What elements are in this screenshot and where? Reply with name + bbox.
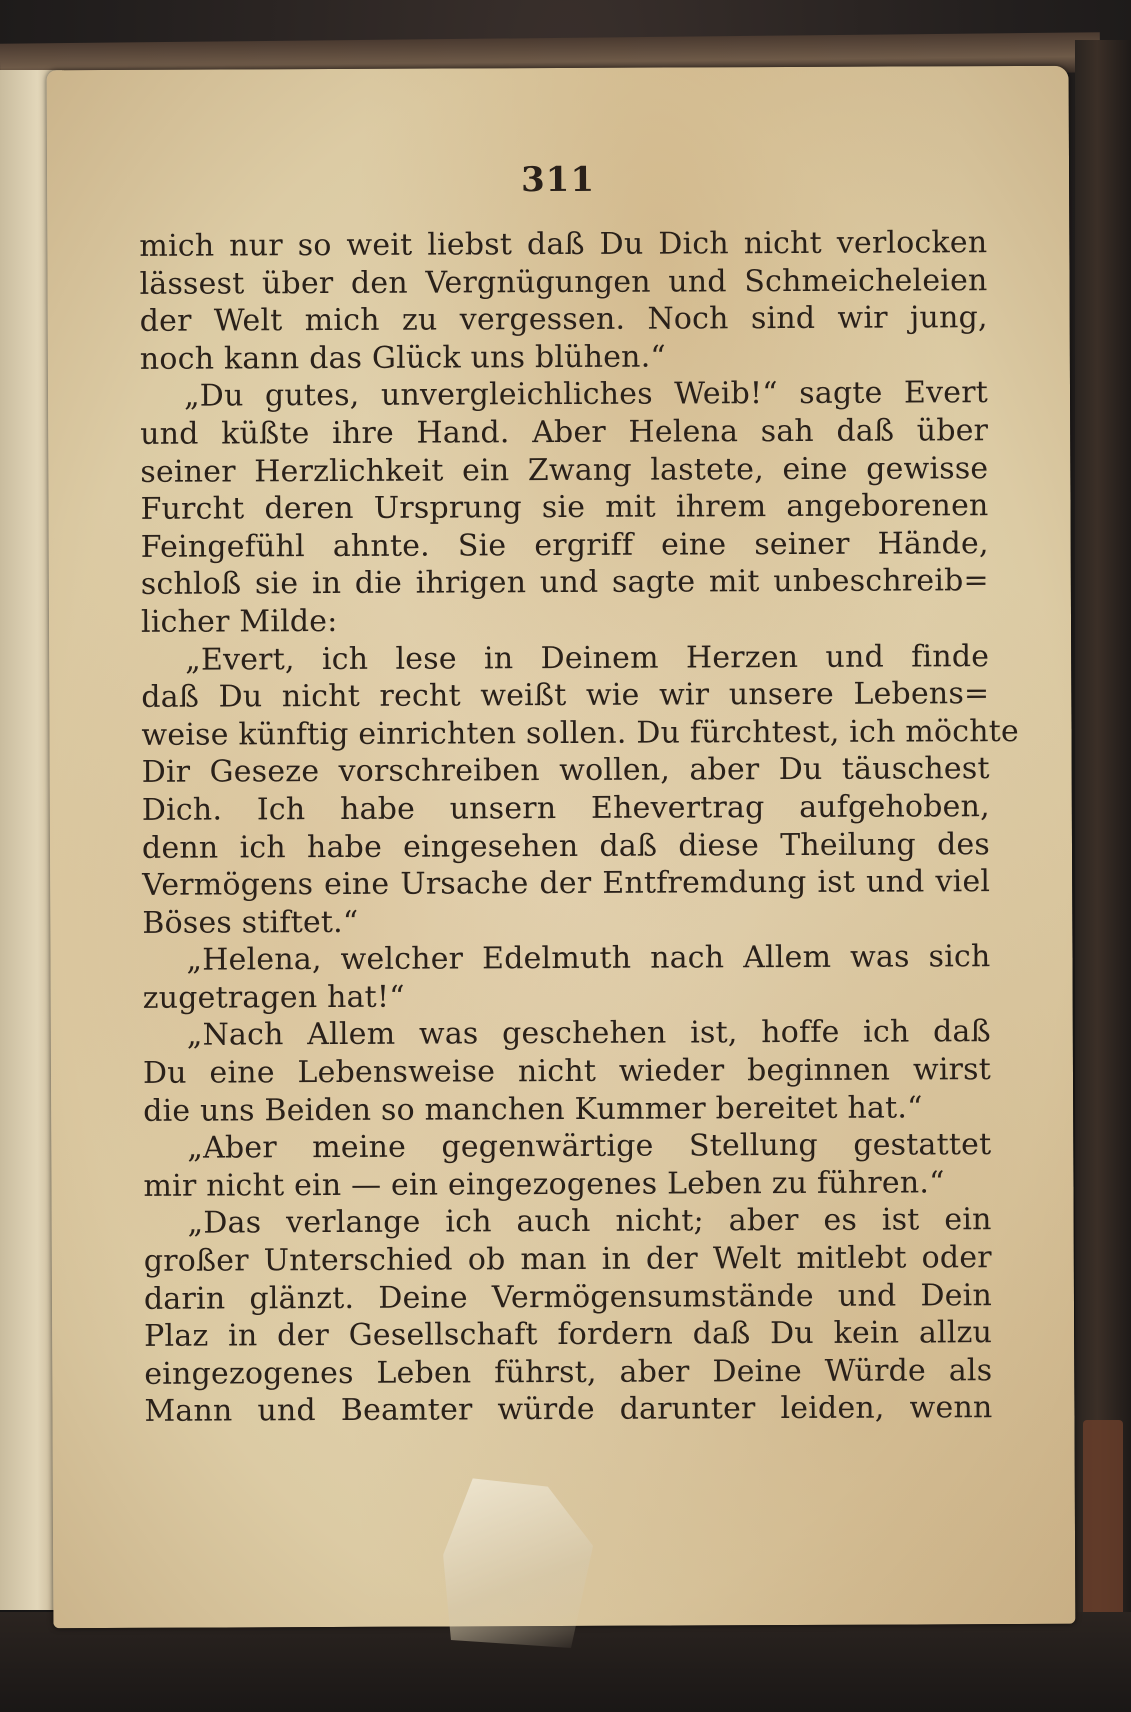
text-line: der Welt mich zu vergessen. Noch sind wir jung, <box>139 300 988 340</box>
page-number: 311 <box>521 159 596 201</box>
text-line: eingezogenes Leben führst, aber Deine Würde als <box>144 1352 993 1392</box>
text-line: die uns Beiden so manchen Kummer bereitet hat.“ <box>143 1090 923 1129</box>
page-text <box>139 224 1020 1431</box>
text-line: „Evert, ich lese in Deinem Herzen und finde <box>185 638 990 678</box>
text-line: „Nach Allem was geschehen ist, hoffe ich daß <box>186 1014 991 1054</box>
text-line: großer Unterschied ob man in der Welt mitlebt oder <box>143 1240 992 1279</box>
text-line: „Du gutes, unvergleichliches Weib!“ sagte Evert <box>183 375 989 415</box>
text-line: Furcht deren Ursprung sie mit ihrem angeborenen <box>140 488 989 527</box>
text-line: lässest über den Vergnügungen und Schmeicheleien <box>139 262 988 302</box>
text-line: daß Du nicht recht weißt wie wir unsere Lebens= <box>141 676 990 715</box>
text-line: Feingefühl ahnte. Sie ergriff eine seiner Hände, <box>140 525 989 565</box>
text-line: zugetragen hat!“ <box>142 979 405 1016</box>
text-line: noch kann das Glück uns blühen.“ <box>139 339 667 377</box>
text-line: Plaz in der Gesellschaft fordern daß Du kein allzu <box>144 1315 993 1355</box>
text-line: „Das verlange ich auch nicht; aber es ist ein <box>187 1202 992 1242</box>
text-line: denn ich habe eingesehen daß diese Theilung des <box>141 826 991 866</box>
page-tear <box>443 1478 594 1649</box>
text-line: Mann und Beamter würde darunter leiden, wenn <box>144 1390 993 1430</box>
text-line: Böses stiftet.“ <box>142 904 359 941</box>
text-line: Vermögens eine Ursache der Entfremdung ist und viel <box>142 864 991 903</box>
text-line: „Helena, welcher Edelmuth nach Allem was sich <box>186 939 991 978</box>
text-line: mich nur so weit liebst daß Du Dich nicht verlocken <box>139 225 988 264</box>
book-cover-right-edge <box>1075 40 1131 1680</box>
text-line: und küßte ihre Hand. Aber Helena sah daß über <box>140 413 989 452</box>
text-line: schloß sie in die ihrigen und sagte mit unbeschreib= <box>140 563 989 603</box>
text-line: „Aber meine gegenwärtige Stellung gestattet <box>187 1127 992 1166</box>
text-line: mir nicht ein — ein eingezogenes Leben zu führen.“ <box>143 1165 945 1204</box>
text-line: Dich. Ich habe unsern Ehevertrag aufgehoben, <box>141 789 990 828</box>
text-line: licher Milde: <box>140 603 338 640</box>
text-line: seiner Herzlichkeit ein Zwang lastete, eine gewisse <box>140 450 989 490</box>
text-line: darin glänzt. Deine Vermögensumstände und Dein <box>143 1277 993 1317</box>
book-page <box>47 66 1076 1628</box>
text-line: Dir Geseze vorschreiben wollen, aber Du täuschest <box>141 751 990 791</box>
text-line: Du eine Lebensweise nicht wieder beginnen wirst <box>142 1052 992 1091</box>
text-line: weise künftig einrichten sollen. Du fürchtest, ich möchte <box>141 713 1020 753</box>
